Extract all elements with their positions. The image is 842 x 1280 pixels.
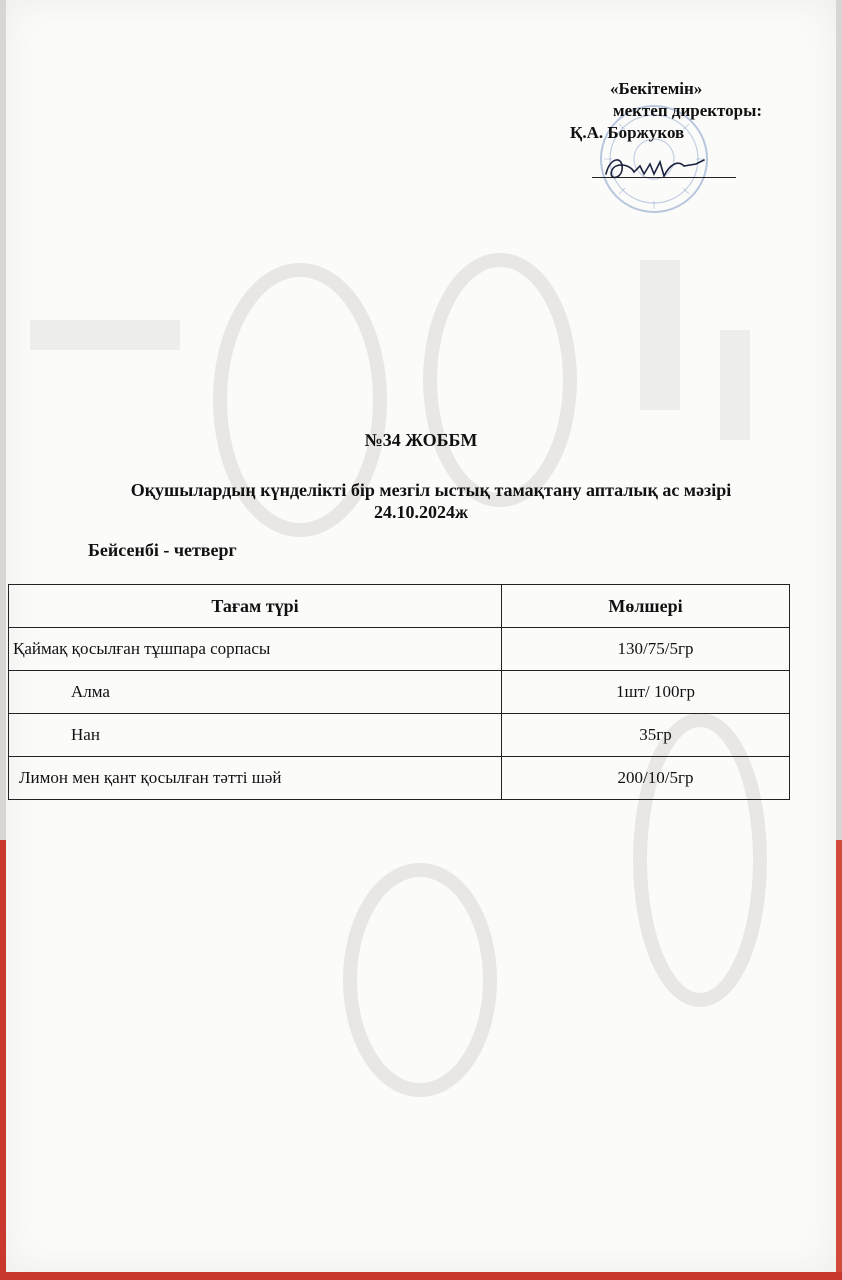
menu-table [8,584,790,800]
dish-amount: 200/10/5гр [502,757,790,800]
dish-name: Алма [9,671,502,714]
dish-amount: 130/75/5гр [502,628,790,671]
table-header-row [9,585,790,628]
table-row [9,671,790,714]
signature-line [592,177,736,178]
director-signature-icon [600,150,710,184]
red-folder-edge-bottom [0,1272,842,1280]
menu-title: Оқушылардың күнделікті бір мезгіл ыстық тамақтану апталық ас мәзірі [130,480,732,500]
dish-name: Лимон мен қант қосылған тәтті шәй [9,757,502,800]
table-row [9,628,790,671]
dish-amount: 35гр [502,714,790,757]
menu-date: 24.10.2024ж [373,502,469,522]
table-row [9,714,790,757]
table-row [9,757,790,800]
column-header-dish: Тағам түрі [9,585,502,628]
dish-name: Қаймақ қосылған тұшпара сорпасы [9,628,502,671]
approval-director-name: Қ.А. Боржуков [570,123,685,142]
dish-amount: 1шт/ 100гр [502,671,790,714]
approval-position: мектеп директоры: [613,101,763,120]
approval-heading: «Бекітемін» [610,79,703,98]
column-header-amount: Мөлшері [502,585,790,628]
school-name: №34 ЖОББМ [364,430,478,450]
dish-name: Нан [9,714,502,757]
weekday-label: Бейсенбі - четверг [88,540,237,560]
